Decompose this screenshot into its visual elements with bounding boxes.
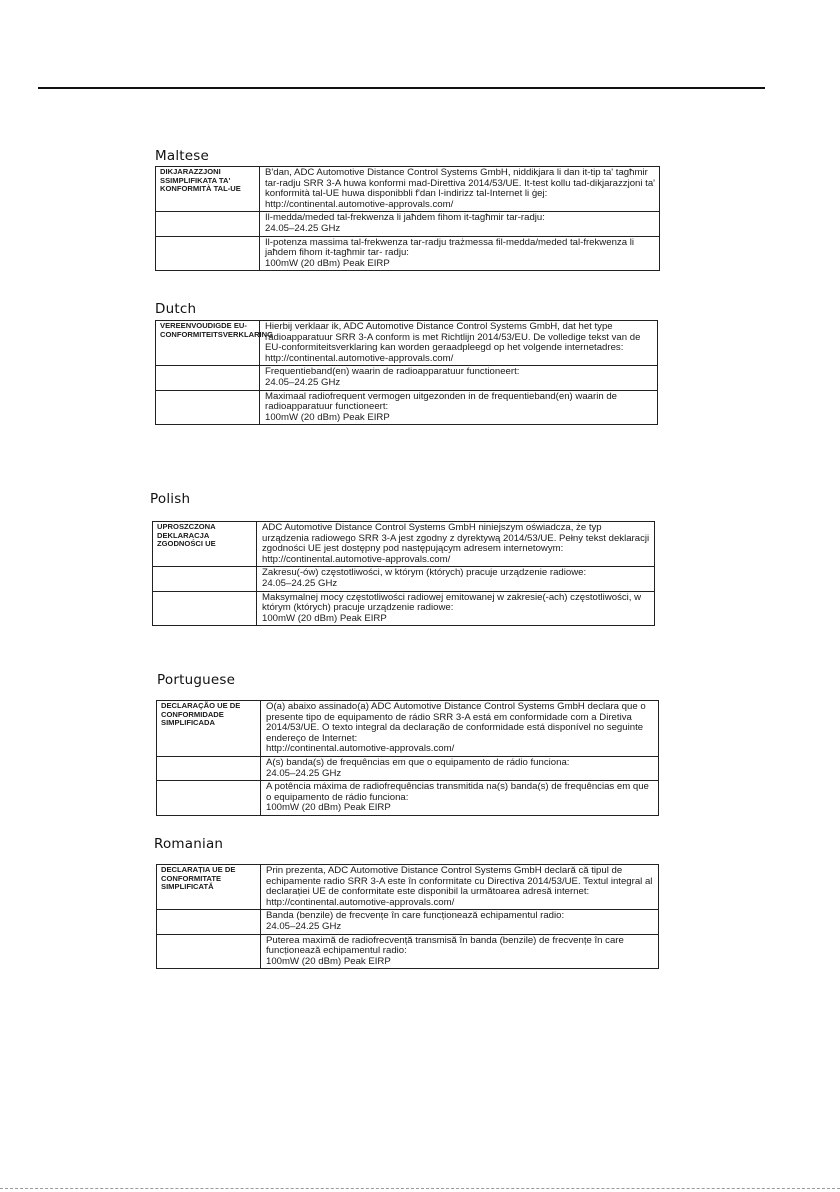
table-row <box>157 781 659 816</box>
declaration-table-portuguese <box>156 700 659 816</box>
max-power-text: A potência máxima de radiofrequências transmitida na(s) banda(s) de frequências em que o equipamento de rádio funciona: 100mW (20 dBm) Peak EIRP <box>266 781 649 814</box>
table-row <box>156 167 660 212</box>
section-heading-portuguese: Portuguese <box>157 672 236 688</box>
header-rule <box>38 87 765 89</box>
declaration-table-maltese <box>155 166 660 271</box>
table-row <box>157 756 659 780</box>
max-power-text: Il-potenza massima tal-frekwenza tar-radju trażmessa fil-medda/meded tal-frekwenza li jaħdem fihom it-tagħmir tar- radju: 100mW (20 dBm) Peak EIRP <box>265 236 634 269</box>
declaration-table-dutch <box>155 320 658 425</box>
max-power-text: Maksymalnej mocy częstotliwości radiowej emitowanej w zakresie(-ach) częstotliwości, w którym (których) pracuje urządzenie radiowe: 100mW (20 dBm) Peak EIRP <box>262 591 642 624</box>
table-row <box>153 567 655 591</box>
table-row <box>156 236 660 271</box>
declaration-text: ADC Automotive Distance Control Systems GmbH niniejszym oświadcza, że typ urządzenia radiowego SRR 3-A jest zgodny z dyrektywą 2014/53/UE. Pełny tekst deklaracji zgodności UE jest dostępny pod następującym adresem internetowym: http://continental.automotive-approvals.com/ <box>262 522 650 565</box>
table-row <box>157 701 659 757</box>
table-row <box>157 865 659 910</box>
frequency-band-text: Il-medda/meded tal-frekwenza li jaħdem fihom it-tagħmir tar-radju: 24.05–24.25 GHz <box>265 212 545 234</box>
max-power-text: Maximaal radiofrequent vermogen uitgezonden in de frequentieband(en) waarin de radioapparatuur functioneert: 100mW (20 dBm) Peak EIRP <box>265 390 617 423</box>
declaration-text: B'dan, ADC Automotive Distance Control Systems GmbH, niddikjara li dan it-tip ta' tagħmir tar-radju SRR 3-A huwa konformi mad-Direttiva 2014/53/UE. It-test kollu tad-dikjarazzjoni ta' konformità tal-UE huwa disponibbli f'dan l-indirizz tal-Internet li ġej: http://continental.automotive-approvals.com/ <box>265 167 656 210</box>
declaration-table-romanian <box>156 864 659 969</box>
declaration-label: DECLARAÇÃO UE DE CONFORMIDADE SIMPLIFICADA <box>157 701 261 757</box>
section-heading-maltese: Maltese <box>155 148 210 164</box>
declaration-text: Prin prezenta, ADC Automotive Distance Control Systems GmbH declară că tipul de echipamente radio SRR 3-A este în conformitate cu Directiva 2014/53/UE. Textul integral al declarației UE de conformitate este disponibil la următoarea adresă internet: http://continental.automotive-approvals.com/ <box>266 865 653 908</box>
table-row <box>156 366 658 390</box>
section-heading-polish: Polish <box>150 491 191 507</box>
section-heading-romanian: Romanian <box>154 836 224 852</box>
declaration-label: UPROSZCZONA DEKLARACJA ZGODNOŚCI UE <box>153 522 257 567</box>
declaration-label: DECLARAȚIA UE DE CONFORMITATE SIMPLIFICATĂ <box>157 865 261 910</box>
declaration-label: DIKJARAZZJONI SSIMPLIFIKATA TA' KONFORMITÀ TAL-UE <box>156 167 260 212</box>
frequency-band-text: A(s) banda(s) de frequências em que o equipamento de rádio funciona: 24.05–24.25 GHz <box>266 756 570 779</box>
section-heading-dutch: Dutch <box>155 301 197 317</box>
table-row <box>156 212 660 236</box>
table-row <box>156 390 658 425</box>
max-power-text: Puterea maximă de radiofrecvență transmisă în banda (benzile) de frecvențe în care funcționează echipamentul radio: 100mW (20 dBm) Peak EIRP <box>266 934 624 967</box>
frequency-band-text: Banda (benzile) de frecvențe în care funcționează echipamentul radio: 24.05–24.25 GHz <box>266 910 565 932</box>
frequency-band-text: Frequentieband(en) waarin de radioapparatuur functioneert: 24.05–24.25 GHz <box>265 366 520 388</box>
frequency-band-text: Zakresu(-ów) częstotliwości, w którym (których) pracuje urządzenie radiowe: 24.05–24.25 GHz <box>262 567 587 589</box>
declaration-table-polish <box>152 521 655 626</box>
table-row <box>157 910 659 934</box>
table-row <box>153 522 655 567</box>
table-row <box>156 321 658 366</box>
declaration-label: VEREENVOUDIGDE EU-CONFORMITEITSVERKLARING <box>156 321 260 366</box>
declaration-text: O(a) abaixo assinado(a) ADC Automotive Distance Control Systems GmbH declara que o presente tipo de equipamento de rádio SRR 3-A está em conformidade com a Diretiva 2014/53/UE. O texto integral da declaração de conformidade está disponível no seguinte endereço de Internet: http://continental.automotive-approvals.com/ <box>266 701 646 755</box>
table-row <box>157 934 659 969</box>
page-bottom-edge <box>0 1188 840 1189</box>
table-row <box>153 591 655 626</box>
declaration-text: Hierbij verklaar ik, ADC Automotive Distance Control Systems GmbH, dat het type radioapparatuur SRR 3-A conform is met Richtlijn 2014/53/EU. De volledige tekst van de EU-conformiteitsverklaring kan worden geraadpleegd op het volgende internetadres: http://continental.automotive-approvals.com/ <box>265 321 641 364</box>
